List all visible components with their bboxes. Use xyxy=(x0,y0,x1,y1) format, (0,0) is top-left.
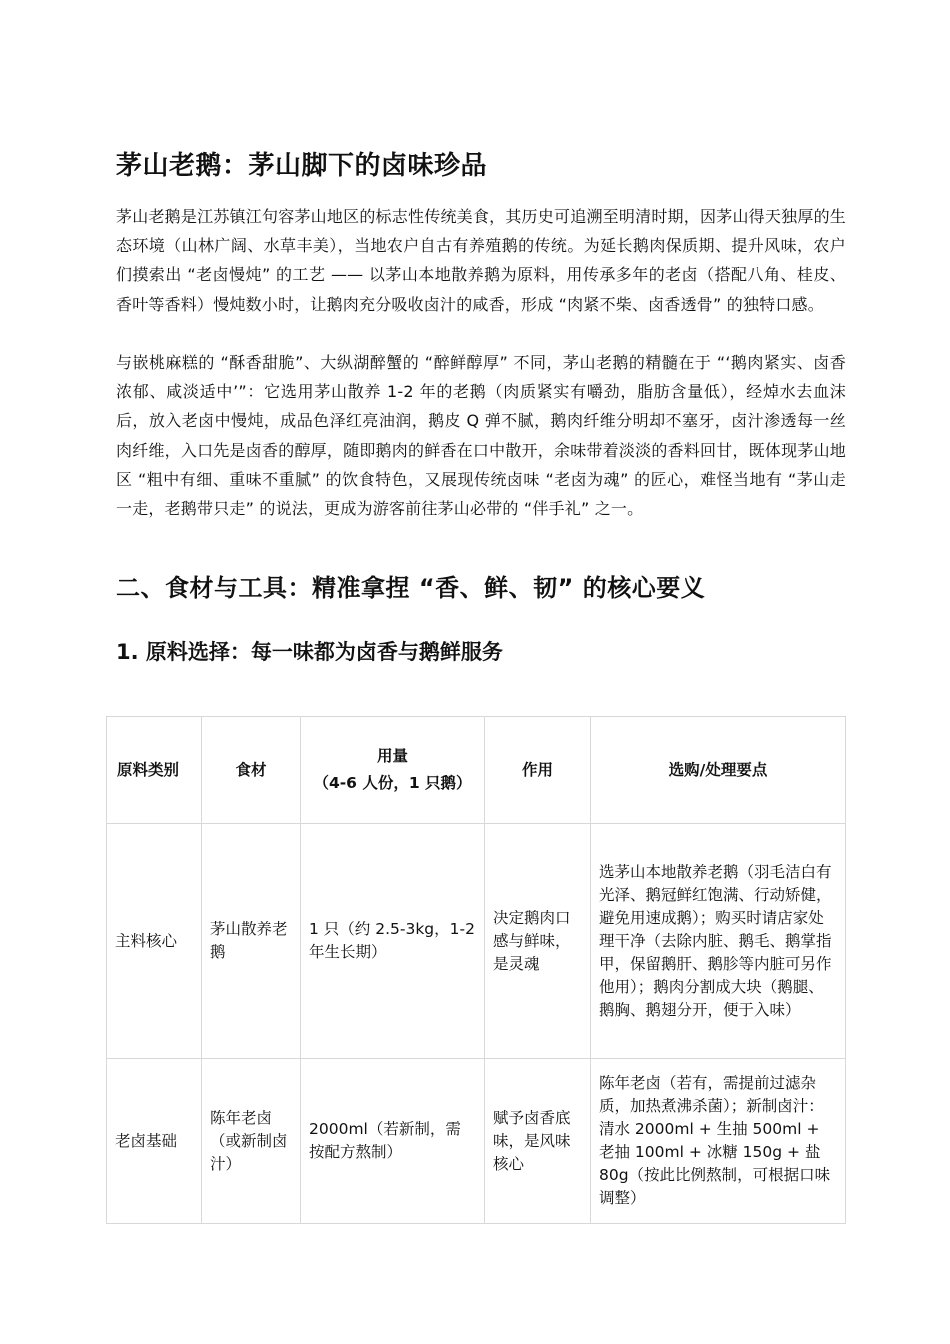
cell-ingredient: 茅山散养老鹅 xyxy=(202,824,301,1059)
cell-amount: 2000ml（若新制，需按配方熬制） xyxy=(301,1059,485,1224)
cell-category: 主料核心 xyxy=(107,824,202,1059)
header-ingredient: 食材 xyxy=(202,717,301,824)
intro-paragraph-2: 与嵌桃麻糕的 “酥香甜脆”、大纵湖醉蟹的 “醉鲜醇厚” 不同，茅山老鹅的精髓在于 “‘鹅肉紧实、卤香浓郁、咸淡适中’”：它选用茅山散养 1-2 年的老鹅（肉质紧实有嚼劲，脂肪含量低），经焯水去血沫后，放入老卤中慢炖，成品色泽红亮油润，鹅皮 Q 弹不腻，鹅肉纤维分明却不塞牙，卤汁渗透每一丝肉纤维，入口先是卤香的醇厚，随即鹅肉的鲜香在口中散开，余味带着淡淡的香料回甘，既体现茅山地区 “粗中有细、重味不重腻” 的饮食特色，又展现传统卤味 “老卤为魂” 的匠心，难怪当地有 “茅山走一走，老鹅带只走” 的说法，更成为游客前往茅山必带的 “伴手礼” 之一。 xyxy=(116,353,846,519)
cell-tips: 陈年老卤（若有，需提前过滤杂质，加热煮沸杀菌）；新制卤汁：清水 2000ml + 生抽 500ml + 老抽 100ml + 冰糖 150g + 盐 80g（按此比例熬制，可根据口味调整） xyxy=(591,1059,846,1224)
header-amount-line2: （4-6 人份，1 只鹅） xyxy=(313,774,472,792)
intro-paragraph-1: 茅山老鹅是江苏镇江句容茅山地区的标志性传统美食，其历史可追溯至明清时期，因茅山得天独厚的生态环境（山林广阔、水草丰美），当地农户自古有养殖鹅的传统。为延长鹅肉保质期、提升风味，农户们摸索出 “老卤慢炖” 的工艺 —— 以茅山本地散养鹅为原料，用传承多年的老卤（搭配八角、桂皮、香叶等香料）慢炖数小时，让鹅肉充分吸收卤汁的咸香，形成 “肉紧不柴、卤香透骨” 的独特口感。 xyxy=(116,207,846,314)
cell-category: 老卤基础 xyxy=(107,1059,202,1224)
cell-role: 决定鹅肉口感与鲜味，是灵魂 xyxy=(485,824,591,1059)
table-row xyxy=(107,1059,846,1224)
cell-role: 赋予卤香底味，是风味核心 xyxy=(485,1059,591,1224)
table-header-row xyxy=(107,717,846,824)
cell-ingredient: 陈年老卤（或新制卤汁） xyxy=(202,1059,301,1224)
header-category: 原料类别 xyxy=(107,717,202,824)
subsection-heading: 1. 原料选择：每一味都为卤香与鹅鲜服务 xyxy=(116,640,503,664)
header-amount xyxy=(301,717,485,824)
page-title: 茅山老鹅：茅山脚下的卤味珍品 xyxy=(116,151,488,181)
header-amount-line1: 用量 xyxy=(376,747,408,765)
ingredients-table xyxy=(106,716,846,1224)
cell-tips: 选茅山本地散养老鹅（羽毛洁白有光泽、鹅冠鲜红饱满、行动矫健，避免用速成鹅）；购买时请店家处理干净（去除内脏、鹅毛、鹅掌指甲，保留鹅肝、鹅胗等内脏可另作他用）；鹅肉分割成大块（鹅腿、鹅胸、鹅翅分开，便于入味） xyxy=(591,824,846,1059)
section-heading: 二、食材与工具：精准拿捏 “香、鲜、韧” 的核心要义 xyxy=(116,574,706,602)
header-role: 作用 xyxy=(485,717,591,824)
header-tips: 选购/处理要点 xyxy=(591,717,846,824)
cell-amount: 1 只（约 2.5-3kg，1-2 年生长期） xyxy=(301,824,485,1059)
table-row xyxy=(107,824,846,1059)
